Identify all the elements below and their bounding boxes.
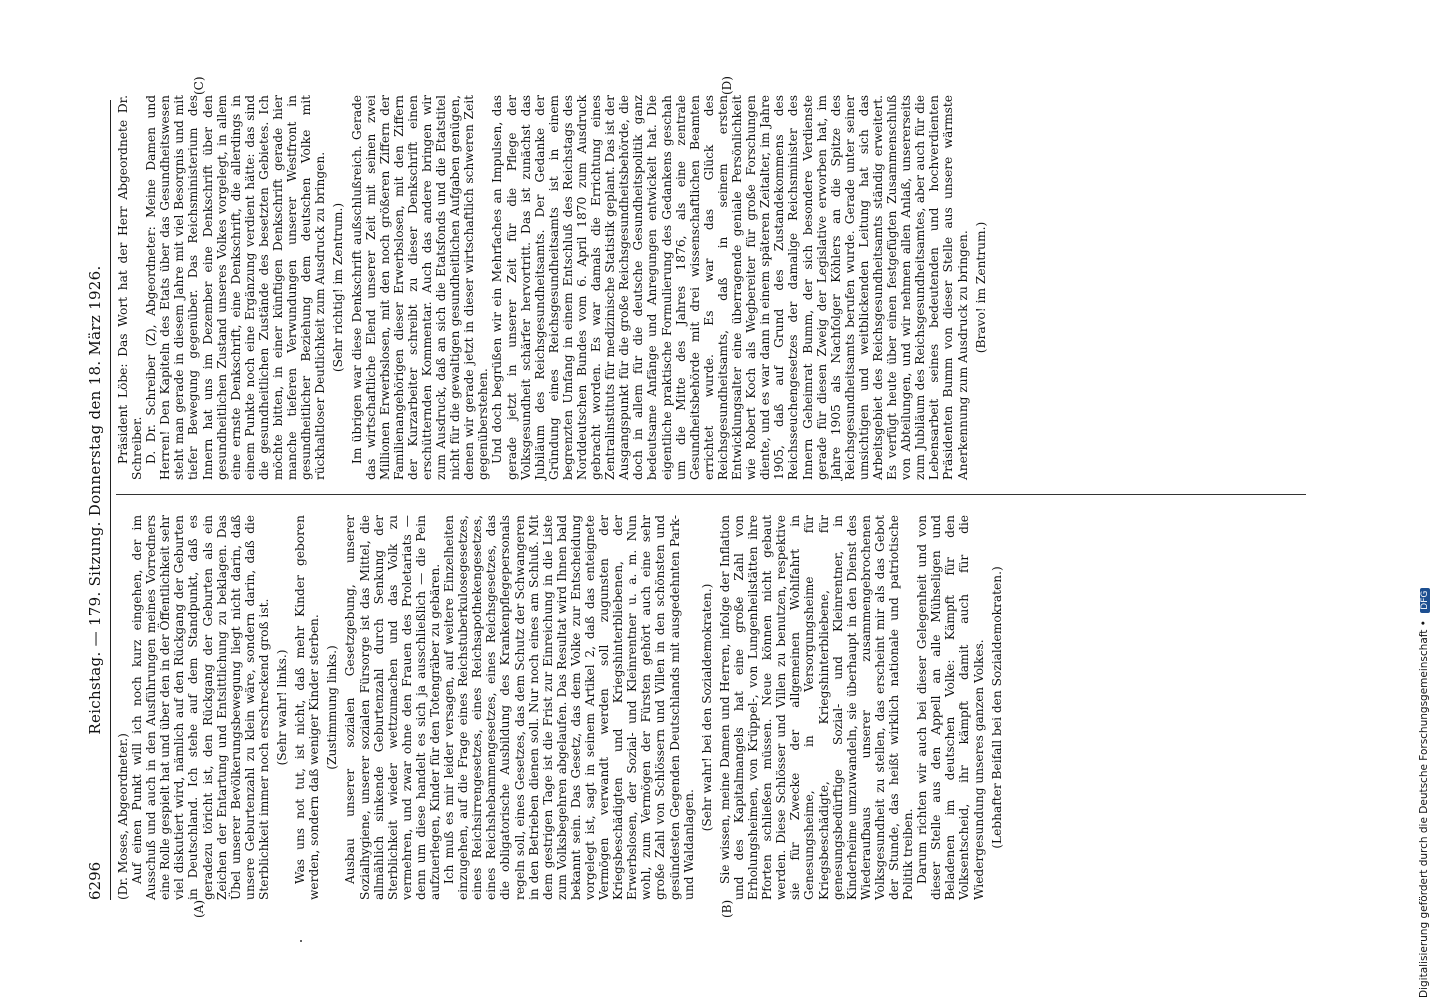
paragraph: Was uns not tut, ist nicht, daß mehr Kinder geboren werden, sondern daß weniger Kinder sterben.	[293, 515, 322, 900]
page-header	[82, 100, 110, 900]
interjection: (Sehr richtig! im Zentrum.)	[331, 202, 346, 373]
interjection: (Sehr wahr! links.)	[275, 649, 290, 766]
paragraph: Ausbau unserer sozialen Gesetzgebung, unserer Sozialhygiene, unserer sozialen Fürsorge ist das Mittel, die allmählich sinkende Geburtenzahl durch Senkung der Sterblichkeit wieder wettzumachen und das Volk zu vermehren, und zwar ohne den Frauen des Proletariats — denn um diese handelt es sich ja ausschließlich — die Pein aufzuerlegen, Kinder für den Totengräber zu gebären.	[343, 515, 442, 900]
margin-mark-d: (D)	[720, 76, 734, 95]
paragraph: Im übrigen war diese Denkschrift außschlußreich. Gerade das wirtschaftliche Elend unserer Zeit mit seinen zwei Millionen Erwerbslosen, mit den noch größeren Ziffern der Familienangehörigen dieser Erwerbslosen, mit den Ziffern der Kurzarbeiter schreibt zu dieser Denkschrift einen erschütternden Kommentar. Auch das andere bringen wir zum Ausdruck, daß an sich die Etatsfonds und die Etatstitel nicht für die gewaltigen gesundheitlichen Aufgaben genügen, denen wir gerade jetzt in dieser wirtschaftlich schweren Zeit gegenüberstehen.	[349, 95, 491, 480]
paragraph: D. Dr. Schreiber (Z), Abgeordneter: Meine Damen und Herren! Den Kapiteln des Etats über das Gesundheitswesen steht man gerade in diesem Jahre mit viel Besorgnis und mit tiefer Bewegung gegenüber. Das Reichsministerium des Innern hat uns im Dezember eine Denkschrift über den gesundheitlichen Zustand unseres Volkes vorgelegt, in allem eine ernste Denkschrift, eine Denkschrift, die allerdings in einem Punkte noch eine Ergänzung verdient hätte: das sind die gesundheitlichen Zustände des besetzten Gebietes. Ich möchte bitten, in einer künftigen Denkschrift gerade hier manche tieferen Verwundungen unserer Westfront in gesundheitlicher Beziehung dem deutschen Volke mit rückhaltloser Deutlichkeit zum Ausdruck zu bringen.	[144, 95, 328, 480]
page-title: Reichstag. — 179. Sitzung. Donnerstag den 18. März 1926.	[86, 265, 104, 735]
interjection: (Zustimmung links.)	[325, 645, 340, 770]
dfg-logo: DFG	[1420, 588, 1430, 613]
left-text-column	[116, 515, 1008, 900]
paragraph: Auf einen Punkt will ich noch kurz eingehen, der im Ausschuß und auch in den Ausführungen meines Vorredners eine Rolle gespielt hat und über den in der Öffentlichkeit sehr viel diskutiert wird, nämlich auf den Rückgang der Geburten in Deutschland. Ich stehe auf dem Standpunkt, daß es geradezu töricht ist, den Rückgang der Geburten als ein Zeichen der Entartung und Entsittlichung zu beklagen. Das Übel unserer Bevölkerungsbewegung liegt nicht darin, daß unsere Geburtenzahl zu klein wäre, sondern darin, daß die Sterblichkeit immer noch erschreckend groß ist.	[130, 515, 271, 900]
interjection: (Lebhafter Beifall bei den Sozialdemokraten.)	[989, 566, 1004, 849]
paragraph: Darum richten wir auch bei dieser Gelegenheit und von dieser Stelle aus den Appell an alle Mühseligen und Beladenen im deutschen Volke: Kämpft für den Volksentscheid, ihr kämpft damit auch für die Wiedergesundung unseres ganzen Volkes.	[915, 515, 986, 900]
digitization-text: Digitalisierung gefördert durch die Deutsche Forschungsgemeinschaft •	[1418, 620, 1430, 998]
margin-mark-c: (C)	[192, 76, 206, 95]
digitization-note	[1418, 8, 1434, 998]
paragraph: Präsident Löbe: Das Wort hat der Herr Abgeordnete Dr. Schreiber.	[116, 95, 145, 480]
paragraph: Ich muß es mir leider versagen, auf weitere Einzelheiten einzugehen, auf die Frage eines Reichstuberkulosegesetzes, eines Reichsirrengesetzes, eines Reichsapothekengesetzes, eines Reichshebammengesetzes, eines Reichsgesetzes, das die obligatorische Ausbildung des Krankenpflegepersonals regeln soll, eines Gesetzes, das dem Schutz der Schwangeren in den Betrieben dienen soll. Nur noch eines am Schluß. Mit dem gestrigen Tage ist die Frist zur Einreichung in die Liste zum Volksbegehren abgelaufen. Das Resultat wird Ihnen bald bekannt sein. Das Gesetz, das dem Volke zur Entscheidung vorgelegt ist, sagt in seinem Artikel 2, daß das enteignete Vermögen verwandt werden soll zugunsten der Kriegsbeschädigten und Kriegshinterbliebenen, der Erwerbslosen, der Sozial- und Kleinrentner u. a. m. Nun wohl, zum Vermögen der Fürsten gehört auch eine sehr große Zahl von Schlössern und Villen in den schönsten und gesündesten Gegenden Deutschlands mit ausgedehnten Park- und Waldanlagen.	[442, 515, 696, 900]
speaker-note: (Dr. Moses, Abgeordneter.)	[116, 733, 130, 900]
column-separator	[116, 494, 1306, 495]
paragraph: Und doch begrüßen wir ein Mehrfaches an Impulsen, das gerade jetzt in unserer Zeit für die Pflege der Volksgesundheit schärfer hervortritt. Das ist zunächst das Jubiläum des Reichsgesundheitsamts. Der Gedanke der Gründung eines Reichsgesundheitsamts ist in einem begrenzten Umfang in einem Entschluß des Reichstags des Norddeutschen Bundes vom 6. April 1870 zum Ausdruck gebracht worden. Es war damals die Errichtung eines Zentralinstituts für medizinische Statistik geplant. Das ist der Ausgangspunkt für die große Reichsgesundheitsbehörde, die doch in allem für die deutsche Gesundheitspolitik ganz bedeutsame Anfänge und Anregungen entwickelt hat. Die eigentliche praktische Formulierung des Gedankens geschah um die Mitte des Jahres 1876, als eine zentrale Gesundheitsbehörde mit drei wissenschaftlichen Beamten errichtet wurde. Es war das Glück des Reichsgesundheitsamts, daß in seinem ersten Entwicklungsalter eine überragende geniale Persönlichkeit wie Robert Koch als Wegbereiter für große Forschungen diente, und es war dann in einem späteren Zeitalter, im Jahre 1905, daß auf Grund des Zustandekommens des Reichsseuchengesetzes der damalige Reichsminister des Innern Geheimrat Bumm, der sich besondere Verdienste gerade für diesen Zweig der Legislative erworben hat, im Jahre 1905 als Nachfolger Köhlers an die Spitze des Reichsgesundheitsamts berufen wurde. Gerade unter seiner umsichtigen und weitblickenden Leitung hat sich das Arbeitsgebiet des Reichsgesundheitsamts ständig erweitert. Es verfügt heute über einen festgefügten Zusammenschluß von Abteilungen, und wir nehmen allen Anlaß, unsererseits zum Jubiläum des Reichsgesundheitsamtes, aber auch für die Lebensarbeit seines bedeutenden und hochverdienten Präsidenten Bumm von dieser Stelle aus unsere wärmste Anerkennung zum Ausdruck zu bringen.	[490, 95, 970, 480]
paragraph: Sie wissen, meine Damen und Herren, infolge der Inflation und des Kapitalmangels hat eine große Zahl von Erholungsheimen, von Krüppel-, von Lungenheilstätten ihre Pforten schließen müssen. Neue können nicht gebaut werden. Diese Schlösser und Villen zu benutzen, respektive sie für Zwecke der allgemeinen Wohlfahrt in Genesungsheime, in Versorgungsheime für Kriegsbeschädigte, Kriegshinterbliebene, für genesungsbedürftige Sozial- und Kleinrentner, in Kinderheime umzuwandeln, sie überhaupt in den Dienst des Wiederaufbaus unserer zusammengebrochenen Volksgesundheit zu stellen, das erscheint mir als das Gebot der Stunde, das heißt wirklich nationale und patriotische Politik treiben.	[717, 515, 916, 900]
interjection: (Sehr wahr! bei den Sozialdemokraten.)	[699, 583, 714, 832]
margin-mark-b: (B)	[720, 899, 734, 918]
header-rule	[110, 100, 111, 900]
right-text-column	[116, 95, 992, 480]
page-number: 6296	[86, 861, 104, 900]
scan-speck	[300, 940, 302, 942]
interjection: (Bravo! im Zentrum.)	[973, 221, 988, 354]
margin-mark-a: (A)	[192, 899, 206, 918]
